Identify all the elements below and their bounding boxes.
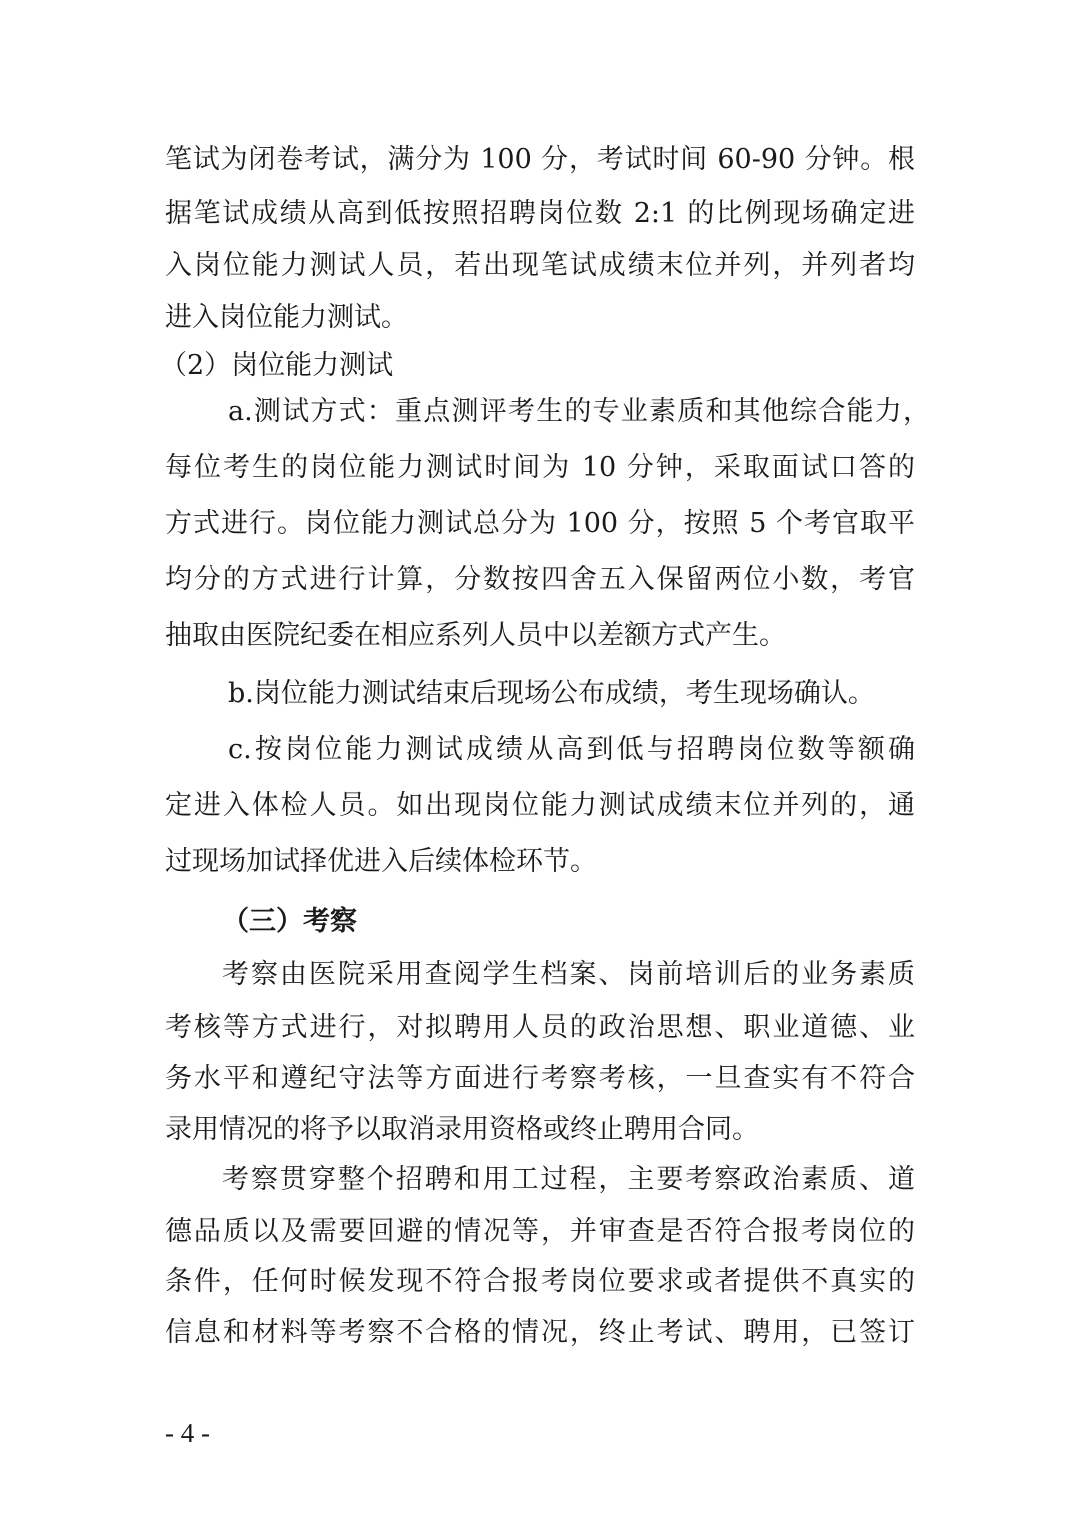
text-line: 考核等方式进行，对拟聘用人员的政治思想、职业道德、业	[165, 1012, 915, 1043]
text-line: 每位考生的岗位能力测试时间为 10 分钟，采取面试口答的	[165, 452, 915, 483]
section-heading: （2）岗位能力测试	[160, 350, 394, 381]
text-line: a.测试方式：重点测评考生的专业素质和其他综合能力，	[228, 396, 930, 427]
text-line: 考察贯穿整个招聘和用工过程，主要考察政治素质、道	[222, 1164, 915, 1195]
text-line: 方式进行。岗位能力测试总分为 100 分，按照 5 个考官取平	[165, 508, 915, 539]
text-line: b.岗位能力测试结束后现场公布成绩，考生现场确认。	[228, 678, 875, 709]
text-line: 德品质以及需要回避的情况等，并审查是否符合报考岗位的	[165, 1216, 915, 1247]
text-line: 考察由医院采用查阅学生档案、岗前培训后的业务素质	[222, 959, 915, 990]
text-line: 抽取由医院纪委在相应系列人员中以差额方式产生。	[165, 620, 786, 651]
text-line: 录用情况的将予以取消录用资格或终止聘用合同。	[165, 1114, 759, 1145]
text-line: 务水平和遵纪守法等方面进行考察考核，一旦查实有不符合	[165, 1063, 915, 1094]
text-line: 条件，任何时候发现不符合报考岗位要求或者提供不真实的	[165, 1266, 915, 1297]
text-line: 定进入体检人员。如出现岗位能力测试成绩末位并列的，通	[165, 790, 915, 821]
page-number: - 4 -	[165, 1418, 210, 1448]
text-line: 过现场加试择优进入后续体检环节。	[165, 846, 597, 877]
text-line: 笔试为闭卷考试，满分为 100 分，考试时间 60-90 分钟。根	[165, 144, 915, 175]
section-heading: （三）考察	[222, 906, 357, 937]
text-line: 进入岗位能力测试。	[165, 302, 408, 333]
text-line: c.按岗位能力测试成绩从高到低与招聘岗位数等额确	[228, 734, 915, 765]
text-line: 信息和材料等考察不合格的情况，终止考试、聘用，已签订	[165, 1317, 915, 1348]
text-line: 均分的方式进行计算，分数按四舍五入保留两位小数，考官	[165, 564, 915, 595]
text-line: 入岗位能力测试人员，若出现笔试成绩末位并列，并列者均	[165, 250, 915, 281]
text-line: 据笔试成绩从高到低按照招聘岗位数 2:1 的比例现场确定进	[165, 198, 915, 229]
